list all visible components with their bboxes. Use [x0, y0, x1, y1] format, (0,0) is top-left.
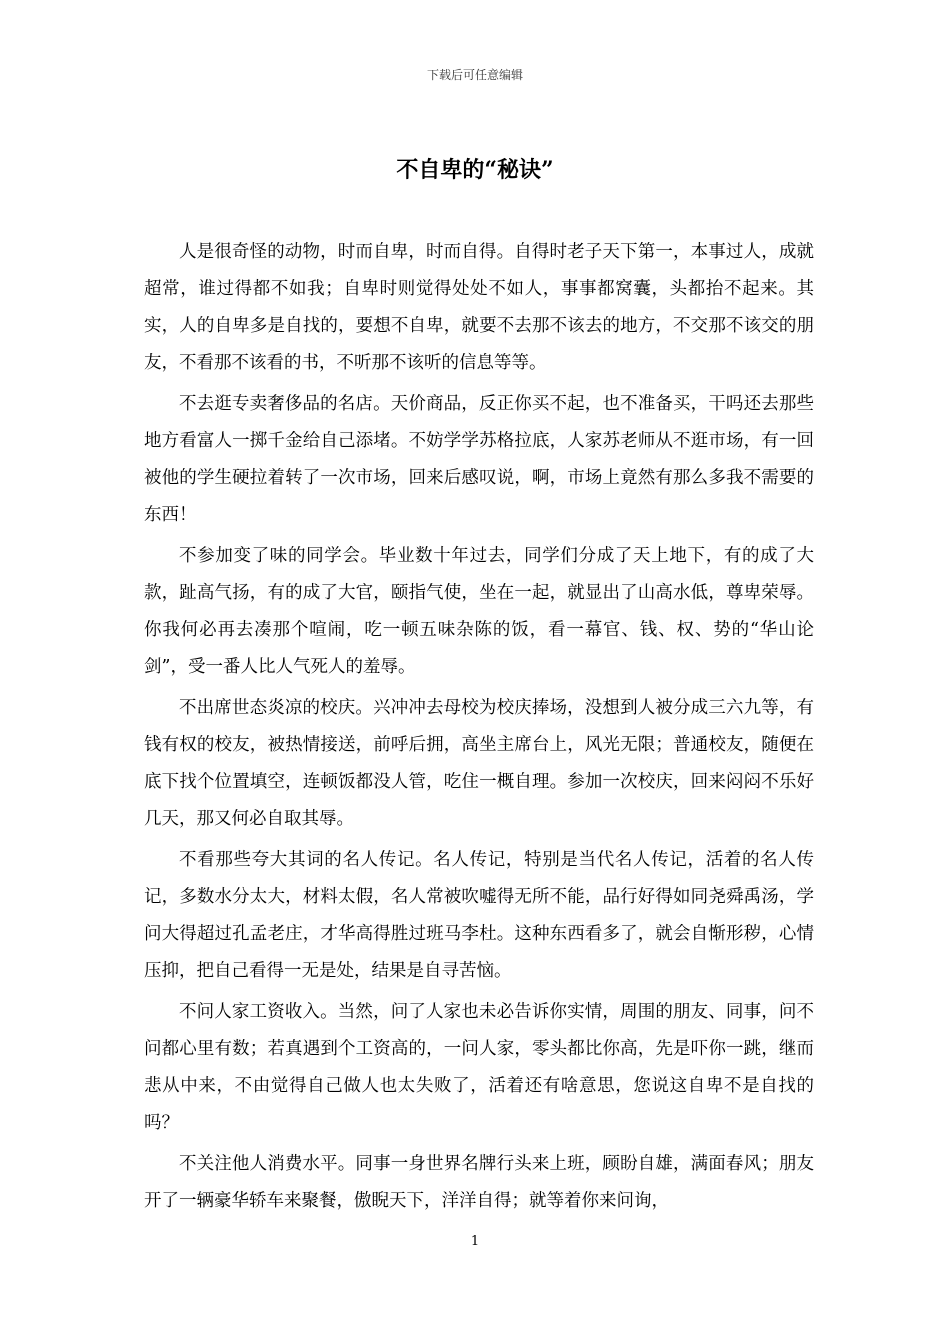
paragraph-6: 不问人家工资收入。当然，问了人家也未必告诉你实情，周围的朋友、同事，问不问都心里有数；若真遇到个工资高的，一问人家，零头都比你高，先是吓你一跳，继而悲从中来，不由觉得自己做人也太失败了，活着还有啥意思，您说这自卑不是自找的吗？ — [144, 1002, 814, 1133]
paragraph-4: 不出席世态炎凉的校庆。兴冲冲去母校为校庆捧场，没想到人被分成三六九等，有钱有权的校友，被热情接送，前呼后拥，高坐主席台上，风光无限；普通校友，随便在底下找个位置填空，连顿饭都没人管，吃住一概自理。参加一次校庆，回来闷闷不乐好几天，那又何必自取其辱。 — [144, 698, 814, 829]
paragraph-2: 不去逛专卖奢侈品的名店。天价商品，反正你买不起，也不准备买，干吗还去那些地方看富人一掷千金给自己添堵。不妨学学苏格拉底，人家苏老师从不逛市场，有一回被他的学生硬拉着转了一次市场，回来后感叹说，啊，市场上竟然有那么多我不需要的东西！ — [144, 394, 814, 525]
paragraph-3: 不参加变了味的同学会。毕业数十年过去，同学们分成了天上地下，有的成了大款，趾高气扬，有的成了大官，颐指气使，坐在一起，就显出了山高水低，尊卑荣辱。你我何必再去凑那个喧闹，吃一顿五味杂陈的饭，看一幕官、钱、权、势的“华山论剑”，受一番人比人气死人的羞辱。 — [144, 546, 814, 677]
paragraph-7: 不关注他人消费水平。同事一身世界名牌行头来上班，顾盼自雄，满面春风；朋友开了一辆豪华轿车来聚餐，傲睨天下，洋洋自得；就等着你来问询， — [144, 1154, 814, 1211]
header-note: 下载后可任意编辑 — [426, 68, 523, 82]
article-title: 不自卑的“秘诀” — [396, 157, 554, 183]
page-number: 1 — [470, 1234, 480, 1249]
paragraph-5: 不看那些夸大其词的名人传记。名人传记，特别是当代名人传记，活着的名人传记，多数水分太大，材料太假，名人常被吹嘘得无所不能，品行好得如同尧舜禹汤，学问大得超过孔孟老庄，才华高得胜过班马李杜。这种东西看多了，就会自惭形秽，心情压抑，把自己看得一无是处，结果是自寻苦恼。 — [144, 850, 814, 981]
article-body — [144, 234, 814, 1224]
paragraph-1: 人是很奇怪的动物，时而自卑，时而自得。自得时老子天下第一，本事过人，成就超常，谁过得都不如我；自卑时则觉得处处不如人，事事都窝囊，头都抬不起来。其实，人的自卑多是自找的，要想不自卑，就要不去那不该去的地方，不交那不该交的朋友，不看那不该看的书，不听那不该听的信息等等。 — [144, 242, 814, 373]
